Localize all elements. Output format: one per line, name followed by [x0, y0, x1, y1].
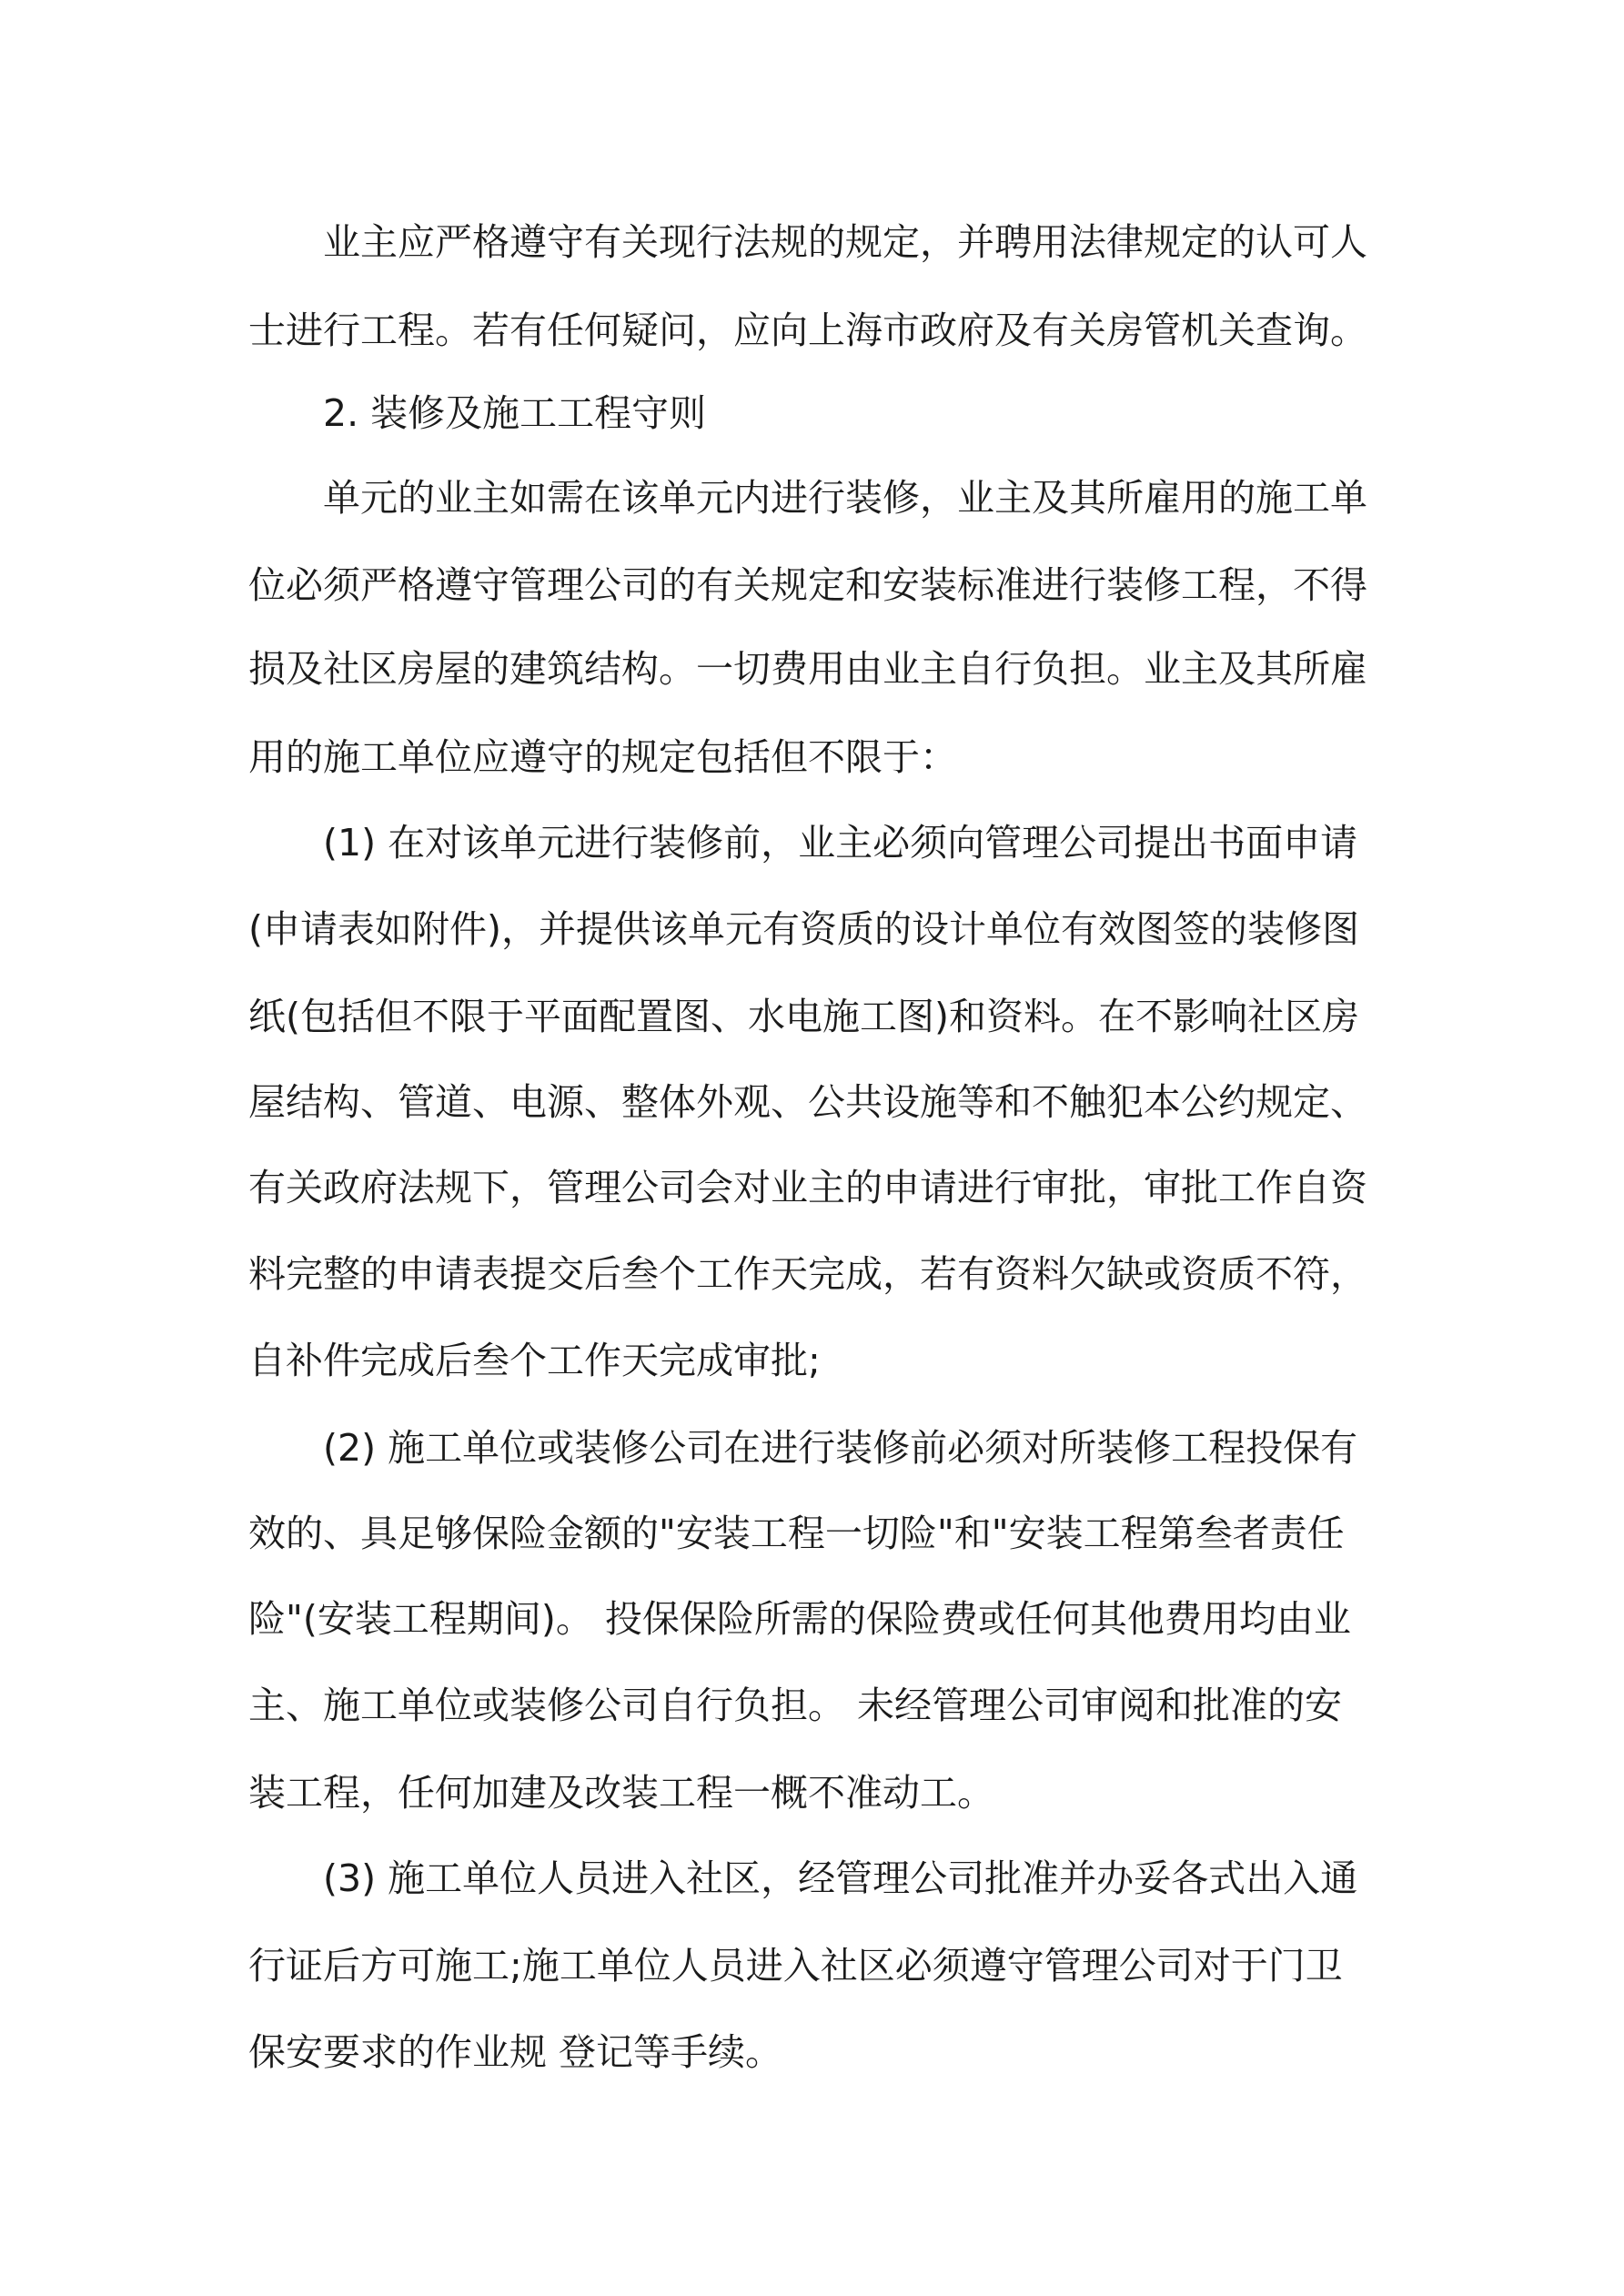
list-item-line: (申请表如附件)，并提供该单元有资质的设计单位有效图签的装修图	[248, 907, 1359, 951]
list-item-line: 效的、具足够保险金额的"安装工程一切险"和"安装工程第叁者责任	[248, 1512, 1345, 1555]
list-item-line: (2) 施工单位或装修公司在进行装修前必须对所装修工程投保有	[323, 1426, 1358, 1470]
list-item-line: (3) 施工单位人员进入社区，经管理公司批准并办妥各式出入通	[323, 1856, 1358, 1900]
paragraph-line: 业主应严格遵守有关现行法规的规定，并聘用法律规定的认可人	[323, 220, 1367, 264]
section-heading: 2. 装修及施工工程守则	[323, 391, 707, 435]
list-item-line: 主、施工单位或装修公司自行负担。 未经管理公司审阅和批准的安	[248, 1684, 1343, 1727]
paragraph-line: 单元的业主如需在该单元内进行装修，业主及其所雇用的施工单	[323, 476, 1367, 520]
paragraph-line: 士进行工程。若有任何疑问，应向上海市政府及有关房管机关查询。	[248, 308, 1367, 352]
paragraph-line: 位必须严格遵守管理公司的有关规定和安装标准进行装修工程，不得	[248, 563, 1367, 607]
list-item-line: 屋结构、管道、电源、整体外观、公共设施等和不触犯本公约规定、	[248, 1080, 1367, 1124]
list-item-line: (1) 在对该单元进行装修前，业主必须向管理公司提出书面申请	[323, 821, 1358, 865]
list-item-line: 有关政府法规下，管理公司会对业主的申请进行审批，审批工作自资	[248, 1166, 1367, 1209]
list-item-line: 行证后方可施工;施工单位人员进入社区必须遵守管理公司对于门卫	[248, 1944, 1343, 1988]
list-item-line: 自补件完成后叁个工作天完成审批;	[248, 1339, 821, 1382]
list-item-line: 保安要求的作业规 登记等手续。	[248, 2030, 783, 2074]
list-item-line: 料完整的申请表提交后叁个工作天完成，若有资料欠缺或资质不符，	[248, 1252, 1367, 1296]
list-item-line: 装工程，任何加建及改装工程一概不准动工。	[248, 1771, 994, 1815]
list-item-line: 纸(包括但不限于平面配置图、水电施工图)和资料。在不影响社区房	[248, 995, 1359, 1038]
list-item-line: 险"(安装工程期间)。 投保保险所需的保险费或任何其他费用均由业	[248, 1597, 1351, 1641]
paragraph-line: 用的施工单位应遵守的规定包括但不限于：	[248, 735, 957, 779]
paragraph-line: 损及社区房屋的建筑结构。一切费用由业主自行负担。业主及其所雇	[248, 647, 1367, 691]
